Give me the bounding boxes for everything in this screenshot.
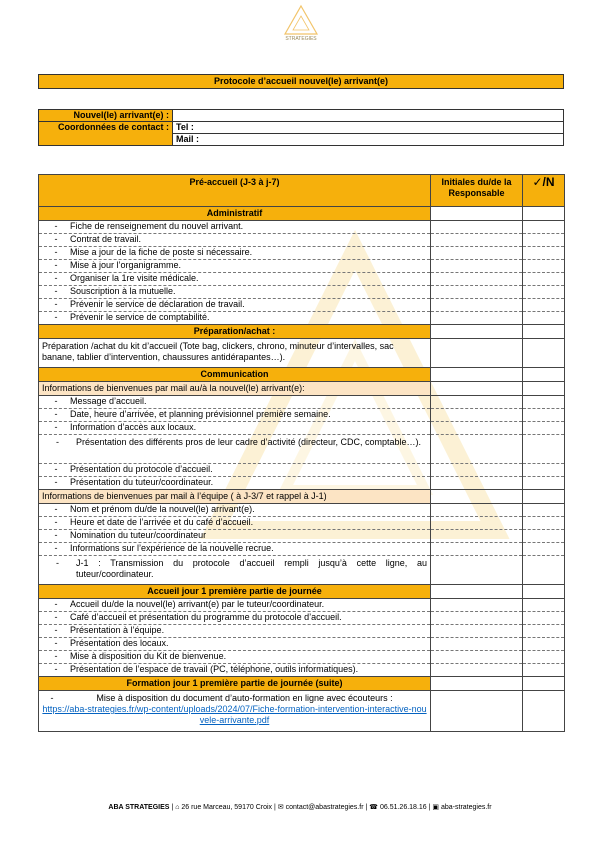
footer-phone[interactable]: 06.51.26.18.16 <box>379 804 427 811</box>
admin-item: Organiser la 1re visite médicale. <box>70 273 199 283</box>
check-cell[interactable] <box>523 599 565 612</box>
comm-item: Nom et prénom du/de la nouvel(le) arrivant(e). <box>70 504 255 514</box>
contact-label: Coordonnées de contact : <box>39 122 173 146</box>
table-row: - Présentation du protocole d’accueil. <box>39 464 565 477</box>
section-communication: Communication <box>39 368 431 382</box>
check-cell[interactable] <box>523 286 565 299</box>
email-icon: ✉ <box>277 804 284 811</box>
initials-cell[interactable] <box>431 556 523 585</box>
check-cell[interactable] <box>523 396 565 409</box>
initials-cell[interactable] <box>431 299 523 312</box>
check-cell[interactable] <box>523 517 565 530</box>
table-row: - Date, heure d’arrivée, et planning prévisionnel première semaine. <box>39 409 565 422</box>
initials-cell[interactable] <box>431 612 523 625</box>
newcomer-value[interactable] <box>173 110 564 122</box>
check-cell[interactable] <box>523 339 565 368</box>
section-training: Formation jour 1 première partie de journée (suite) <box>39 677 431 691</box>
initials-cell[interactable] <box>431 260 523 273</box>
table-row: - Prévenir le service de déclaration de travail. <box>39 299 565 312</box>
check-cell[interactable] <box>523 221 565 234</box>
table-row: - Présentation à l’équipe. <box>39 625 565 638</box>
initials-cell[interactable] <box>431 530 523 543</box>
comm-item: Information d’accès aux locaux. <box>70 422 197 432</box>
header-initials: Initiales du/de la Responsable <box>431 175 523 207</box>
check-cell[interactable] <box>523 247 565 260</box>
admin-item: Souscription à la mutuelle. <box>70 286 176 296</box>
table-row: - Café d’accueil et présentation du programme du protocole d’accueil. <box>39 612 565 625</box>
admin-item: Contrat de travail. <box>70 234 142 244</box>
comm-item: Présentation du tuteur/coordinateur. <box>70 477 214 487</box>
comm-item: Présentation des différents pros de leur cadre d’activité (directeur, CDC, comptable…). <box>76 437 421 447</box>
check-cell[interactable] <box>523 543 565 556</box>
check-cell[interactable] <box>523 556 565 585</box>
check-cell[interactable] <box>523 299 565 312</box>
initials-cell[interactable] <box>431 422 523 435</box>
initials-cell[interactable] <box>431 651 523 664</box>
initials-cell[interactable] <box>431 273 523 286</box>
training-link[interactable]: https://aba-strategies.fr/wp-content/uploads/2024/07/Fiche-formation-intervention-interactive-nouvele-arrivante.pdf <box>42 704 427 725</box>
initials-cell[interactable] <box>431 625 523 638</box>
check-cell[interactable] <box>523 530 565 543</box>
initials-cell[interactable] <box>431 221 523 234</box>
check-cell[interactable] <box>523 435 565 464</box>
initials-cell[interactable] <box>431 691 523 732</box>
training-text: Mise à disposition du document d’auto-formation en ligne avec écouteurs : <box>96 693 393 703</box>
comm-subheading-newcomer: Informations de bienvenues par mail au/à la nouvel(le) arrivant(e): <box>39 382 431 396</box>
day1-item: Présentation des locaux. <box>70 638 169 648</box>
company-logo <box>278 4 324 44</box>
logo-text: STRATEGIES <box>285 36 317 42</box>
initials-cell[interactable] <box>431 286 523 299</box>
comm-item: Nomination du tuteur/coordinateur <box>70 530 207 540</box>
document-title: Protocole d’accueil nouvel(le) arrivant(e) <box>38 74 564 89</box>
initials-cell[interactable] <box>431 664 523 677</box>
admin-item: Mise a jour de la fiche de poste si nécessaire. <box>70 247 253 257</box>
section-day1: Accueil jour 1 première partie de journée <box>39 585 431 599</box>
table-row: - Mise à disposition du document d’auto-formation en ligne avec écouteurs : https://aba-strategies.fr/wp-content/uploads/2024/07/Fiche-formation-intervention-interactive-nouvele-arrivante.pdf <box>39 691 565 732</box>
check-cell[interactable] <box>523 234 565 247</box>
admin-item: Fiche de renseignement du nouvel arrivant. <box>70 221 244 231</box>
admin-item: Prévenir le service de déclaration de travail. <box>70 299 245 309</box>
section-admin: Administratif <box>39 207 431 221</box>
footer-address: 26 rue Marceau, 59170 Croix <box>181 804 273 811</box>
phone-icon: ☎ <box>369 804 379 811</box>
tel-label[interactable]: Tel : <box>173 122 564 134</box>
check-cell[interactable] <box>523 273 565 286</box>
table-row: - Présentation des locaux. <box>39 638 565 651</box>
footer-email[interactable]: contact@abastrategies.fr <box>285 804 364 811</box>
initials-cell[interactable] <box>431 247 523 260</box>
initials-cell[interactable] <box>431 435 523 464</box>
check-cell[interactable] <box>523 612 565 625</box>
check-cell[interactable] <box>523 691 565 732</box>
header-pre-accueil: Pré-accueil (J-3 à j-7) <box>39 175 431 207</box>
table-row: - Heure et date de l’arrivée et du café d’accueil. <box>39 517 565 530</box>
day1-item: Café d’accueil et présentation du programme du protocole d’accueil. <box>70 612 342 622</box>
table-row: - Informations sur l’expérience de la nouvelle recrue. <box>39 543 565 556</box>
check-cell[interactable] <box>523 477 565 490</box>
initials-cell[interactable] <box>431 312 523 325</box>
check-cell[interactable] <box>523 422 565 435</box>
initials-cell[interactable] <box>431 504 523 517</box>
check-cell[interactable] <box>523 464 565 477</box>
comm-item: J-1 : Transmission du protocole d’accueil rempli jusqu’à cette ligne, au tuteur/coordinateur. <box>76 558 427 579</box>
initials-cell[interactable] <box>431 409 523 422</box>
day1-item: Présentation de l’espace de travail (PC, téléphone, outils informatiques). <box>70 664 359 674</box>
table-row: - Prévenir le service de comptabilité. <box>39 312 565 325</box>
initials-cell[interactable] <box>431 477 523 490</box>
web-icon: ▣ <box>432 804 440 811</box>
initials-cell[interactable] <box>431 638 523 651</box>
initials-cell[interactable] <box>431 543 523 556</box>
admin-item: Prévenir le service de comptabilité. <box>70 312 210 322</box>
table-row: - Présentation des différents pros de leur cadre d’activité (directeur, CDC, comptable…). <box>39 435 565 464</box>
mail-label[interactable]: Mail : <box>173 134 564 146</box>
comm-item: Heure et date de l’arrivée et du café d’accueil. <box>70 517 254 527</box>
initials-cell[interactable] <box>431 339 523 368</box>
check-cell[interactable] <box>523 409 565 422</box>
check-cell[interactable] <box>523 651 565 664</box>
table-row: - Message d’accueil. <box>39 396 565 409</box>
comm-item: Message d’accueil. <box>70 396 147 406</box>
check-cell[interactable] <box>523 504 565 517</box>
initials-cell[interactable] <box>431 599 523 612</box>
check-cell[interactable] <box>523 260 565 273</box>
admin-item: Mise à jour l’organigramme. <box>70 260 182 270</box>
footer-website[interactable]: aba-strategies.fr <box>441 804 492 811</box>
initials-cell[interactable] <box>431 234 523 247</box>
day1-item: Accueil du/de la nouvel(le) arrivant(e) par le tuteur/coordinateur. <box>70 599 325 609</box>
footer-company: ABA STRATEGIES <box>108 804 170 811</box>
table-row: - Contrat de travail. <box>39 234 565 247</box>
table-row: - Mise a jour de la fiche de poste si nécessaire. <box>39 247 565 260</box>
table-row: - Accueil du/de la nouvel(le) arrivant(e) par le tuteur/coordinateur. <box>39 599 565 612</box>
table-row: - Information d’accès aux locaux. <box>39 422 565 435</box>
comm-item: Informations sur l’expérience de la nouvelle recrue. <box>70 543 274 553</box>
initials-cell[interactable] <box>431 396 523 409</box>
table-row <box>39 339 565 368</box>
location-icon: ⌂ <box>175 804 180 811</box>
table-row: - Nomination du tuteur/coordinateur <box>39 530 565 543</box>
check-cell[interactable] <box>523 664 565 677</box>
newcomer-info-table <box>38 109 564 146</box>
table-row: - Mise à disposition du Kit de bienvenue. <box>39 651 565 664</box>
comm-item: Date, heure d’arrivée, et planning prévisionnel première semaine. <box>70 409 331 419</box>
section-preparation: Préparation/achat : <box>39 325 431 339</box>
initials-cell[interactable] <box>431 517 523 530</box>
day1-item: Présentation à l’équipe. <box>70 625 165 635</box>
table-row: - Fiche de renseignement du nouvel arrivant. <box>39 221 565 234</box>
table-row: - J-1 : Transmission du protocole d’accueil rempli jusqu’à cette ligne, au tuteur/coordinateur. <box>39 556 565 585</box>
table-row: - Mise à jour l’organigramme. <box>39 260 565 273</box>
header-check: ✓/N <box>523 175 565 207</box>
check-cell[interactable] <box>523 638 565 651</box>
check-cell[interactable] <box>523 625 565 638</box>
newcomer-label: Nouvel(le) arrivant(e) : <box>39 110 173 122</box>
initials-cell[interactable] <box>431 464 523 477</box>
day1-item: Mise à disposition du Kit de bienvenue. <box>70 651 227 661</box>
table-row: - Présentation du tuteur/coordinateur. <box>39 477 565 490</box>
table-row: - Présentation de l’espace de travail (PC, téléphone, outils informatiques). <box>39 664 565 677</box>
table-row: - Souscription à la mutuelle. <box>39 286 565 299</box>
prep-text: Préparation /achat du kit d’accueil (Tote bag, clickers, chrono, minuteur d’intervalles, sac banane, tablier d’intervention, chaussures antidérapantes…). <box>39 339 431 368</box>
table-row: - Nom et prénom du/de la nouvel(le) arrivant(e). <box>39 504 565 517</box>
check-cell[interactable] <box>523 312 565 325</box>
checklist-table <box>38 174 565 732</box>
table-row: - Organiser la 1re visite médicale. <box>39 273 565 286</box>
comm-subheading-team: Informations de bienvenues par mail à l’équipe ( à J-3/7 et rappel à J-1) <box>39 490 431 504</box>
comm-item: Présentation du protocole d’accueil. <box>70 464 213 474</box>
page-footer: ABA STRATEGIES | ⌂ 26 rue Marceau, 59170 Croix | ✉ contact@abastrategies.fr | ☎ 06.51.26.18.16 | ▣ aba-strategies.fr <box>108 804 492 811</box>
